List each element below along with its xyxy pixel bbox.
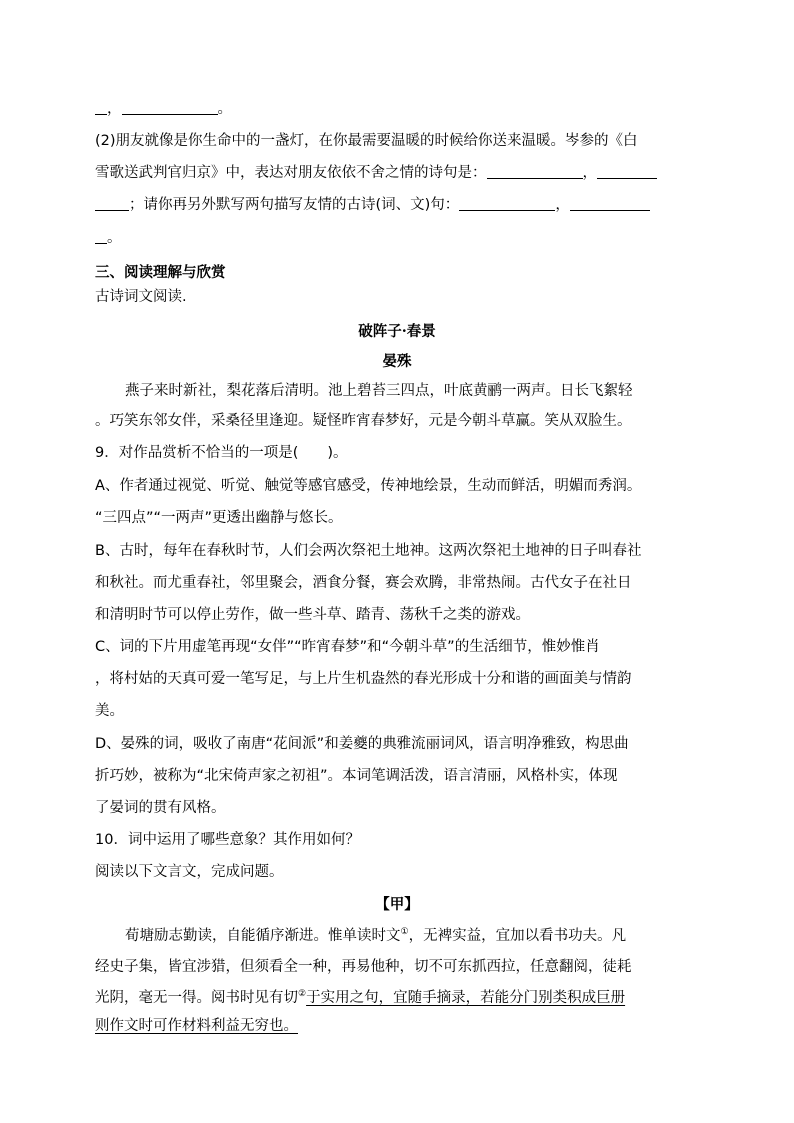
poem-line: 燕子来时新社，梨花落后清明。池上碧苔三四点，叶底黄鹂一两声。日长飞絮轻 <box>125 383 633 399</box>
option-b: B、古时，每年在春秋时节，人们会两次祭祀土地神。这两次祭祀土地神的日子叫春社 <box>95 543 642 559</box>
period: 。 <box>107 230 122 246</box>
answer-blank[interactable] <box>95 229 107 244</box>
period: 。 <box>217 101 232 117</box>
footnote-marker: ② <box>298 989 307 999</box>
question-2-text: ；请你再另外默写两句描写友情的古诗(词、文)句： <box>129 197 460 213</box>
option-d: D、晏殊的词，吸收了南唐“花间派”和姜夔的典雅流丽词风，语言明净雅致，构思曲 <box>95 736 629 752</box>
option-a: A、作者通过视觉、听觉、触觉等感官感受，传神地绘景，生动而鲜活，明媚而秀润。 <box>95 478 642 494</box>
answer-line-5 <box>95 227 122 249</box>
separator: ， <box>555 197 570 213</box>
passage-text: ，无裨实益，宜加以看书功夫。凡 <box>408 928 627 944</box>
question-2-text: 雪歌送武判官归京》中，表达对朋友依依不舍之情的诗句是： <box>95 165 487 181</box>
question-10-stem: 10．词中运用了哪些意象？其作用如何？ <box>95 832 360 848</box>
poem-line: 。巧笑东邻女伴，采桑径里逢迎。疑怪昨宵春梦好，元是今朝斗草赢。笑从双脸生。 <box>95 413 632 429</box>
underlined-sentence: 于实用之句，宜随手摘录，若能分门别类积成巨册 <box>306 990 626 1006</box>
underlined-sentence: 则作文时可作材料利益无穷也。 <box>95 1018 298 1034</box>
separator: ， <box>582 165 597 181</box>
question-2-line <box>95 194 650 216</box>
passage-text: 荀塘励志勤读，自能循序渐进。惟单读时文 <box>125 928 401 944</box>
poem-title: 破阵子·春景 <box>358 323 436 340</box>
answer-blank[interactable] <box>570 196 650 211</box>
option-b: 和清明时节可以停止劳作，做一些斗草、踏青、荡秋千之类的游戏。 <box>95 607 530 623</box>
answer-blank[interactable] <box>95 196 129 211</box>
passage-line: 经史子集，皆宜涉猎，但须看全一种，再易他种，切不可东抓西拉，任意翻阅，徒耗 <box>95 959 632 975</box>
option-c: C、词的下片用虚笔再现“女伴”“昨宵春梦”和“今朝斗草”的生活细节，惟妙惟肖 <box>95 639 600 655</box>
section-heading: 三、阅读理解与欣赏 <box>95 265 226 281</box>
passage-line <box>95 987 625 1009</box>
option-c: ，将村姑的天真可爱一笔写足，与上片生机盎然的春光形成十分和谐的画面美与情韵 <box>95 671 632 687</box>
question-9-stem: 9．对作品赏析不恰当的一项是( )。 <box>95 445 348 461</box>
section-intro: 古诗词文阅读. <box>95 289 187 305</box>
separator: ， <box>107 101 122 117</box>
question-2-line: (2)朋友就像是你生命中的一盏灯，在你最需要温暖的时候给你送来温暖。岑参的《白 <box>95 133 638 149</box>
question-2-line <box>95 162 657 184</box>
option-b: 和秋社。而尤重春社，邻里聚会，酒食分餐，赛会欢腾，非常热闹。古代女子在社日 <box>95 575 632 591</box>
answer-line-1 <box>95 98 232 120</box>
answer-blank[interactable] <box>95 100 107 115</box>
answer-blank[interactable] <box>487 164 583 179</box>
answer-blank[interactable] <box>597 164 657 179</box>
footnote-marker: ① <box>400 927 409 937</box>
passage-label: 【甲】 <box>375 897 419 913</box>
option-a: “三四点”“一两声”更透出幽静与悠长。 <box>95 510 343 526</box>
answer-blank[interactable] <box>459 196 555 211</box>
reading-intro: 阅读以下文言文，完成问题。 <box>95 864 284 880</box>
passage-text: 光阴，毫无一得。阅书时见有切 <box>95 990 298 1006</box>
option-c: 美。 <box>95 703 124 719</box>
option-d: 折巧妙，被称为“北宋倚声家之初祖”。本词笔调活泼，语言清丽，风格朴实，体现 <box>95 768 618 784</box>
option-d: 了晏词的贯有风格。 <box>95 800 226 816</box>
answer-blank[interactable] <box>122 100 218 115</box>
passage-line <box>125 925 626 947</box>
poem-author: 晏殊 <box>382 353 412 370</box>
